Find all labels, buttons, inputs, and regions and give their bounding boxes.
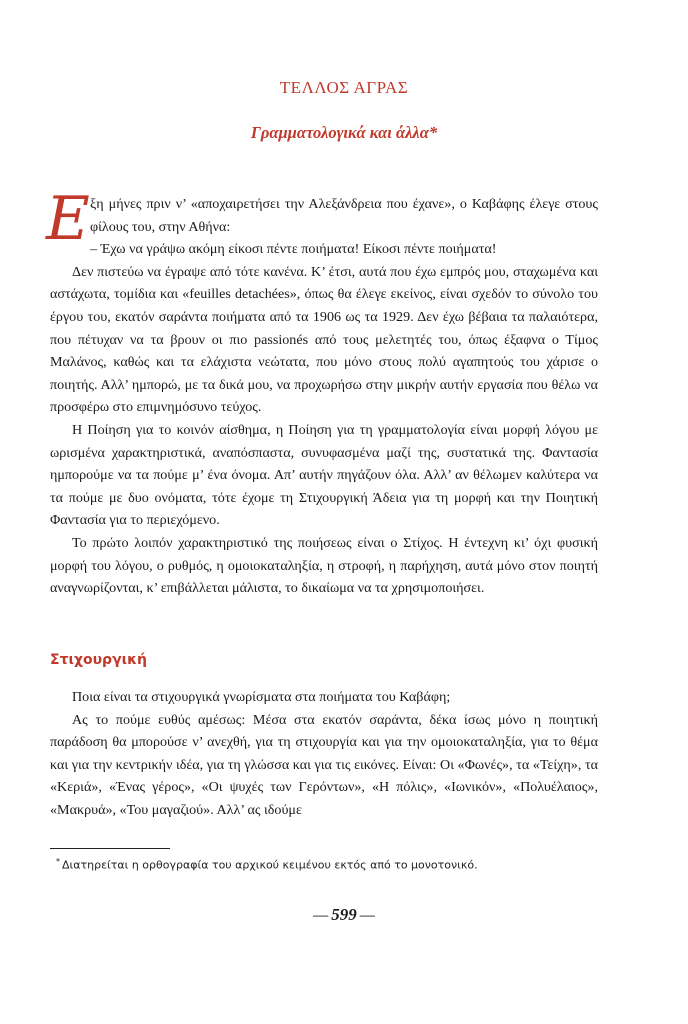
paragraph: Ας το πούμε ευθύς αμέσως: Μέσα στα εκατόν σαράντα, δέκα ίσως μόνο η ποιητική παράδοση θα μπορούσε ν’ ανεχθή, για τη στιχουργία και για την ομοιοκαταληξία, για το θέμα και για την κεντρικήν ιδέα, για τη γλώσσα και για τις εικόνες. Είναι: Οι «Φωνές», τα «Τείχη», τα «Κεριά», «Ένας γέρος», «Οι ψυχές των Γερόντων», «Η πόλις», «Ιωνικόν», «Πολυέλαιος», «Μακρυά», «Του μαγαζιού». Αλλ’ ας ιδούμε [50, 711, 598, 818]
paragraph: Το πρώτο λοιπόν χαρακτηριστικό της ποιήσεως είναι ο Στίχος. Η έντεχνη κι’ όχι φυσική μορφή του λόγου, ο ρυθμός, η ομοιοκαταληξία, η στροφή, η παρήχηση, αυτά μόνο στον ποιητή αναγνωρίζονται, κ’ επιβάλλεται μάλιστα, το δικαίωμα να τα χρησιμοποιήσει. [50, 534, 598, 597]
drop-cap: Ε [46, 184, 90, 254]
section-body [50, 686, 598, 822]
footnote-divider [50, 848, 170, 849]
paragraph: Η Ποίηση για το κοινόν αίσθημα, η Ποίηση για τη γραμματολογία είναι μορφή λόγου με ωρισμένα χαρακτηριστικά, αναπόσπαστα, συνυφασμένα μαζί της, συστατικά της. Φαντασία ημπορούμε να τα πούμε μ’ ένα όνομα. Απ’ αυτήν πηγάζουν όλα. Αλλ’ αν θέλωμεν καλύτερα να τα πούμε με δυο ονόματα, τότε έχομε τη Στιχουργική Άδεια για τη μορφή και την Ποιητική Φαντασία για το περιεχόμενο. [50, 421, 598, 529]
footnote [56, 857, 478, 872]
author-name: ΤΕΛΛΟΣ ΑΓΡΑΣ [279, 78, 409, 97]
page-number-value: 599 [331, 905, 357, 924]
paragraph: Ποια είναι τα στιχουργικά γνωρίσματα στα ποιήματα του Καβάφη; [72, 689, 451, 705]
article-title: Γραμματολογικά και άλλα* [250, 123, 438, 142]
footnote-text: Διατηρείται η ορθογραφία του αρχικού κειμένου εκτός από το μονοτονικό. [62, 858, 478, 872]
paragraph: Δεν πιστεύω να έγραψε από τότε κανένα. Κ’ έτσι, αυτά που έχω εμπρός μου, σταχωμένα και αστάχωτα, τομίδια και «feuilles detachées», όπως θα έλεγε εκείνος, είναι σχεδόν το σύνολο του έργου του, εκατόν σαράντα ποιήματα από τα 1906 ως τα 1929. Δεν έχω βέβαια τα παλαιότερα, που πέτυχαν να τα βρουν οι πιο passionés από τους μελετητές του, όπως έξαφνα ο Τίμος Μαλάνος, καθώς και τα ελάχιστα νεώτατα, που μόνο στους πολύ αγαπητούς του χάρισε ο ποιητής. Αλλ’ ημπορώ, με τα δικά μου, να προχωρήσω στην μικρήν αυτήν εργασία που θέλω να προσφέρω στο επιμνημόσυνο τεύχος. [50, 263, 598, 416]
section-heading: Στιχουργική [50, 652, 147, 668]
footnote-mark: * [56, 857, 60, 866]
paragraph-text: ξη μήνες πριν ν’ «αποχαιρετήσει την Αλεξάνδρεια που έχανε», ο Καβάφης έλεγε στους φίλους του, στην Αθήνα: [90, 196, 598, 235]
paragraph-quote: – Έχω να γράψω ακόμη είκοσι πέντε ποιήματα! Είκοσι πέντε ποιήματα! [90, 241, 497, 258]
article-body [46, 184, 598, 600]
page-number: — 599 — [313, 905, 375, 924]
